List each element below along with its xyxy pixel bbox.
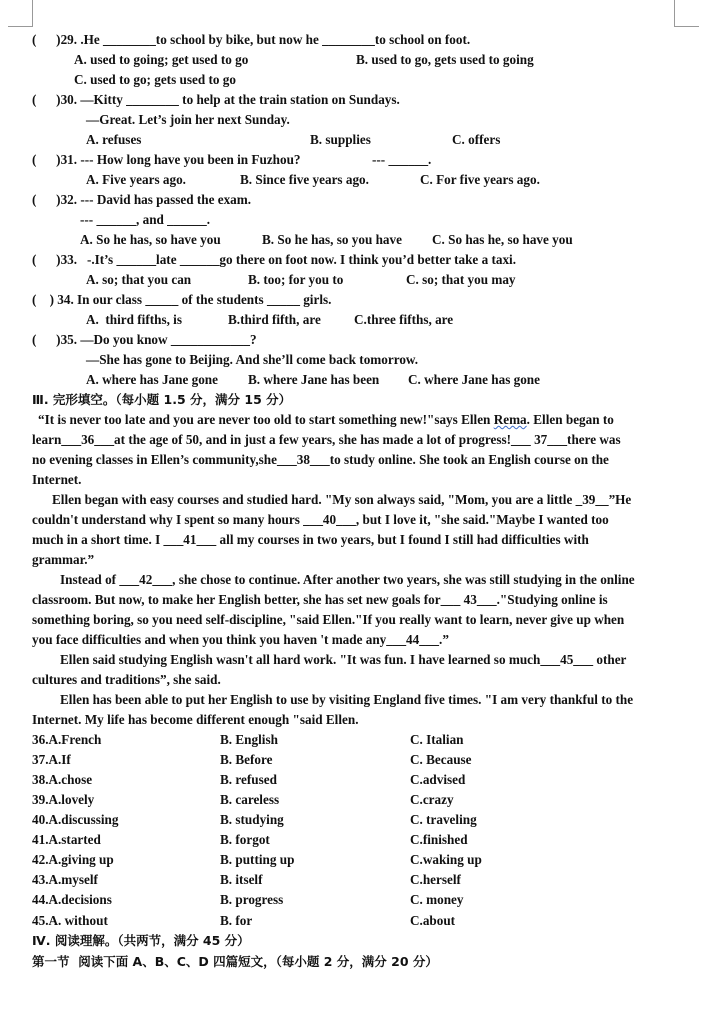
option-a: 38.A.chose (32, 772, 93, 787)
question-34-option-c: C.three fifths, are (354, 312, 454, 327)
passage-line: classroom. But now, to make her English better, she has set new goals for___ 43___."Studying online is (32, 592, 608, 607)
question-35-option-a: A. where has Jane gone (86, 372, 218, 387)
option-c: C.finished (410, 832, 468, 847)
passage-line: you face difficulties and when you think you haven 't made any___44___.” (32, 632, 449, 647)
question-30-option-c: C. offers (452, 132, 501, 147)
option-a: 45.A. without (32, 913, 108, 928)
option-c: C. money (410, 892, 464, 907)
passage-line: Instead of ___42___, she chose to continue. After another two years, she was still studying in the online (60, 572, 635, 587)
question-29-option-b: B. used to go, gets used to going (356, 52, 534, 67)
passage-line: Internet. (32, 472, 82, 487)
option-c: C. Because (410, 752, 472, 767)
question-33-option-b: B. too; for you to (248, 272, 344, 287)
question-30-option-b: B. supplies (310, 132, 371, 147)
option-b: B. Before (220, 752, 273, 767)
option-b: B. English (220, 732, 278, 747)
question-29-stem: ( )29. .He ________to school by bike, but now he ________to school on foot. (32, 32, 471, 47)
question-35-option-c: C. where Jane has gone (408, 372, 540, 387)
passage-line: much in a short time. I ___41___ all my courses in two years, but I found I still had difficulties with (32, 532, 589, 547)
passage-line: Internet. My life has become different enough "said Ellen. (32, 712, 359, 727)
question-32-option-b: B. So he has, so you have (262, 232, 402, 247)
question-32-stem: ( )32. --- David has passed the exam. (32, 192, 252, 207)
question-30-option-a: A. refuses (86, 132, 142, 147)
passage-line: grammar.” (32, 552, 95, 567)
question-31-option-a: A. Five years ago. (86, 172, 186, 187)
question-31-stem: ( )31. --- How long have you been in Fuzhou? (32, 152, 301, 167)
question-35-option-b: B. where Jane has been (248, 372, 380, 387)
margin-corner-mark-left (8, 0, 33, 27)
option-a: 37.A.If (32, 752, 71, 767)
option-c: C.about (410, 913, 456, 928)
option-b: B. careless (220, 792, 280, 807)
option-c: C.crazy (410, 792, 454, 807)
option-a: 42.A.giving up (32, 852, 114, 867)
passage-line: cultures and traditions”, she said. (32, 672, 221, 687)
option-a: 40.A.discussing (32, 812, 119, 827)
question-29-option-a: A. used to going; get used to go (74, 52, 249, 67)
option-a: 44.A.decisions (32, 892, 112, 907)
option-c: C. Italian (410, 732, 464, 747)
option-c: C.waking up (410, 852, 482, 867)
question-32-option-a: A. So he has, so have you (80, 232, 221, 247)
passage-line: something boring, so you need self-discipline, "said Ellen."If you really want to learn, never give up when (32, 612, 625, 627)
question-30-stem: ( )30. —Kitty ________ to help at the train station on Sundays. (32, 92, 400, 107)
section-4-part-1-heading: 第一节 阅读下面 A、B、C、D 四篇短文，（每小题 2 分，满分 20 分） (32, 954, 438, 969)
option-a: 43.A.myself (32, 872, 98, 887)
option-c: C. traveling (410, 812, 477, 827)
question-33-option-c: C. so; that you may (406, 272, 516, 287)
question-32-reply: --- ______, and ______. (80, 212, 211, 227)
passage-line: couldn't understand why I spent so many hours ___40___, but I love it, "she said."Maybe I wanted too (32, 512, 609, 527)
question-34-option-b: B.third fifth, are (228, 312, 321, 327)
spelling-flag-name: Rema (493, 412, 527, 427)
option-a: 41.A.started (32, 832, 101, 847)
option-a: 39.A.lovely (32, 792, 95, 807)
option-b: B. forgot (220, 832, 270, 847)
section-4-heading: Ⅳ. 阅读理解。（共两节，满分 45 分） (32, 933, 250, 948)
option-c: C.herself (410, 872, 461, 887)
passage-line: no evening classes in Ellen’s community,she___38___to study online. She took an English course on the (32, 452, 609, 467)
section-3-heading: Ⅲ. 完形填空。（每小题 1.5 分，满分 15 分） (32, 392, 292, 407)
question-29-option-c: C. used to go; gets used to go (74, 72, 236, 87)
option-c: C.advised (410, 772, 466, 787)
option-b: B. putting up (220, 852, 295, 867)
passage-line: Ellen began with easy courses and studied hard. "My son always said, "Mom, you are a little _39__”He (52, 492, 632, 507)
question-30-reply: —Great. Let’s join her next Sunday. (86, 112, 290, 127)
question-31-option-b: B. Since five years ago. (240, 172, 369, 187)
question-31-reply: --- ______. (372, 152, 432, 167)
question-35-reply: —She has gone to Beijing. And she’ll come back tomorrow. (86, 352, 419, 367)
question-31-option-c: C. For five years ago. (420, 172, 540, 187)
question-34-stem: ( ) 34. In our class _____ of the students _____ girls. (32, 292, 332, 307)
option-b: B. refused (220, 772, 277, 787)
option-b: B. for (220, 913, 253, 928)
option-a: 36.A.French (32, 732, 102, 747)
option-b: B. progress (220, 892, 284, 907)
passage-line: learn___36___at the age of 50, and in just a few years, she has made a lot of progress!___ 37___there was (32, 432, 621, 447)
option-b: B. studying (220, 812, 284, 827)
question-34-option-a: A. third fifths, is (86, 312, 182, 327)
question-33-option-a: A. so; that you can (86, 272, 192, 287)
option-b: B. itself (220, 872, 263, 887)
question-32-option-c: C. So has he, so have you (432, 232, 573, 247)
question-35-stem: ( )35. —Do you know ____________? (32, 332, 257, 347)
question-33-stem: ( )33. -.It’s ______late ______go there on foot now. I think you’d better take a taxi. (32, 252, 517, 267)
passage-line: Ellen said studying English wasn't all hard work. "It was fun. I have learned so much___45___ other (60, 652, 627, 667)
passage-line: Ellen has been able to put her English to use by visiting England five times. "I am very thankful to the (60, 692, 634, 707)
margin-corner-mark-right (674, 0, 699, 27)
passage-line: “It is never too late and you are never too old to start something new!"says Ellen Rema. Ellen began to (38, 412, 614, 427)
